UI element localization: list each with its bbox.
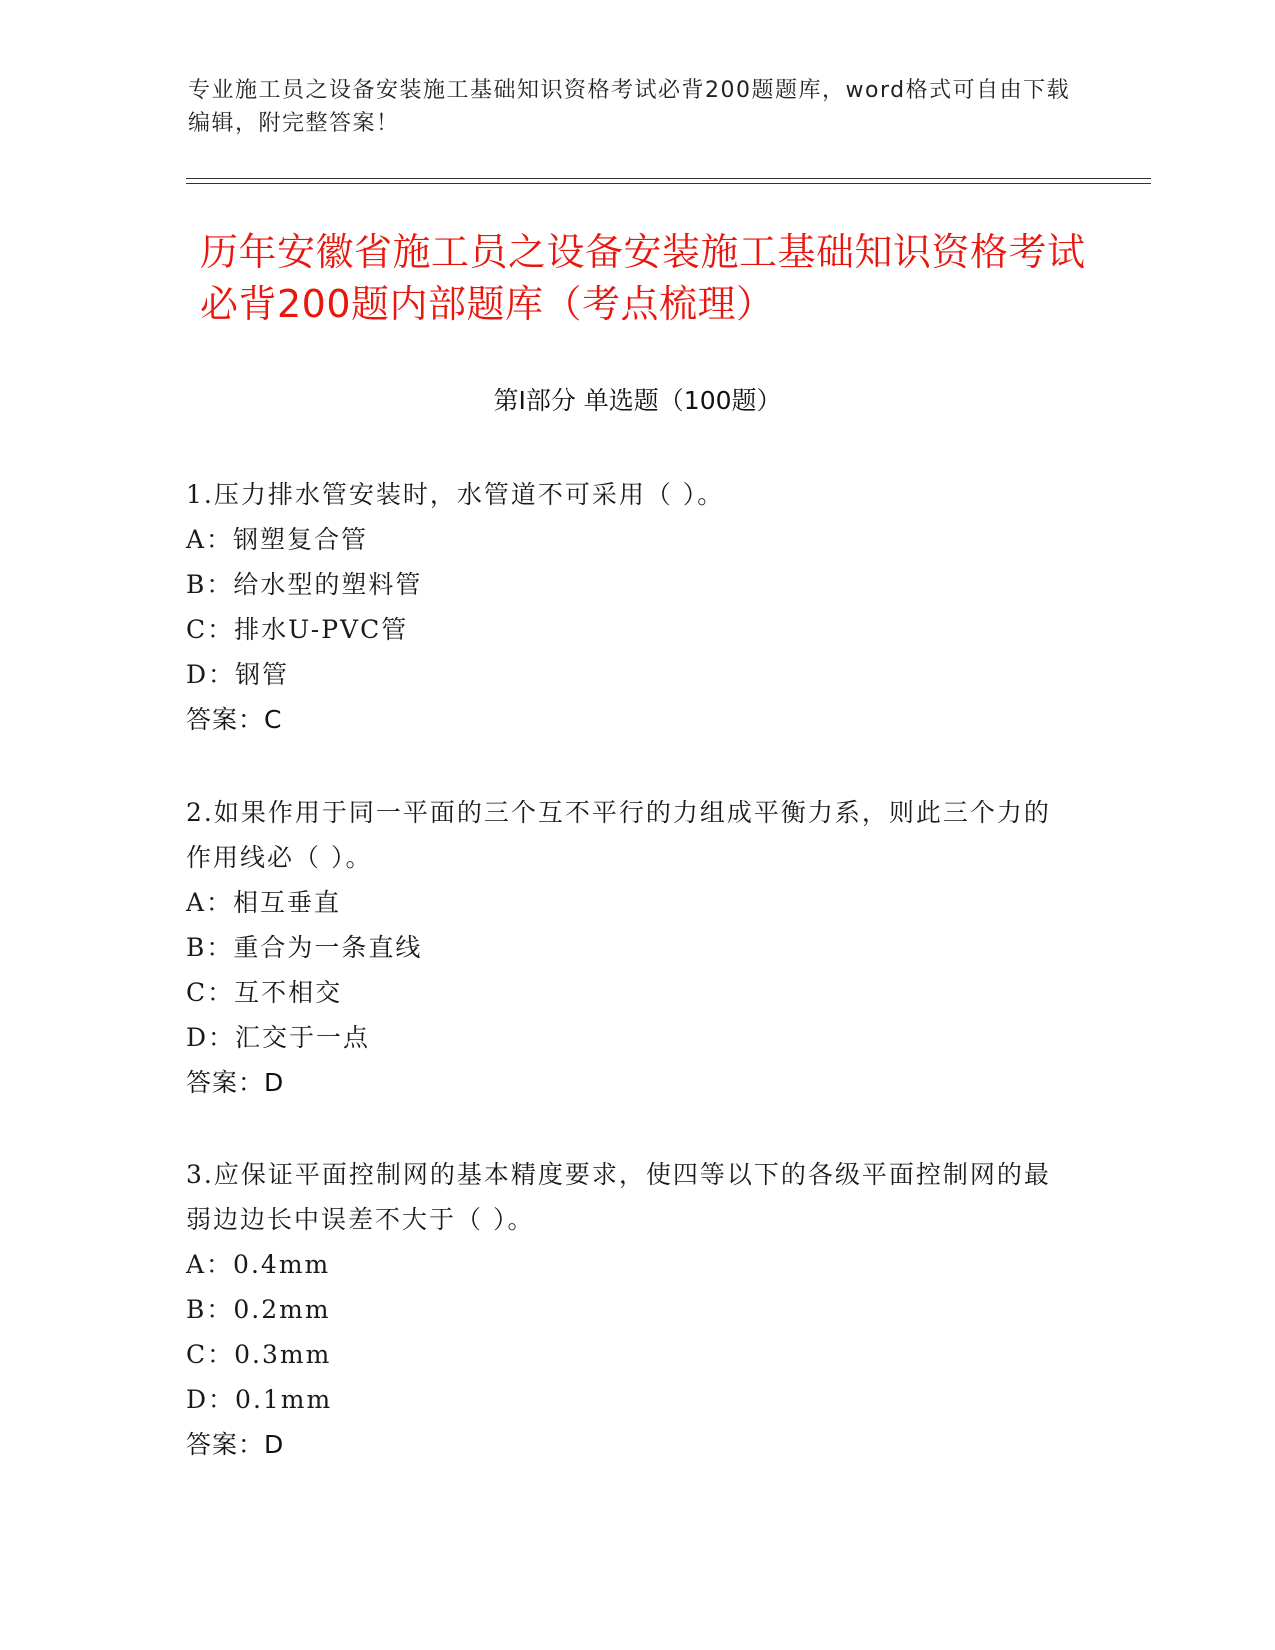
option-b: B：给水型的塑料管 xyxy=(186,570,423,599)
option-a: A：相互垂直 xyxy=(186,888,342,917)
option-d: D：0.1mm xyxy=(186,1385,333,1414)
answer-line: 答案：D xyxy=(186,1068,285,1097)
question-stem: 2.如果作用于同一平面的三个互不平行的力组成平衡力系，则此三个力的作用线必（ ）。 xyxy=(186,798,1051,872)
question-1 xyxy=(186,472,1076,742)
answer-line: 答案：C xyxy=(186,705,283,734)
option-a: A：钢塑复合管 xyxy=(186,525,369,554)
option-c: C：0.3mm xyxy=(186,1340,332,1369)
option-b: B：重合为一条直线 xyxy=(186,933,423,962)
question-3 xyxy=(186,1152,1076,1467)
question-stem: 3.应保证平面控制网的基本精度要求，使四等以下的各级平面控制网的最弱边边长中误差不大于（ ）。 xyxy=(186,1160,1051,1234)
header-rule-top xyxy=(186,178,1151,179)
option-c: C：排水U-PVC管 xyxy=(186,615,409,644)
option-d: D：汇交于一点 xyxy=(186,1023,371,1052)
section-heading: 第I部分 单选题（100题） xyxy=(493,386,782,415)
question-2 xyxy=(186,790,1076,1105)
option-b: B：0.2mm xyxy=(186,1295,331,1324)
header-note: 专业施工员之设备安装施工基础知识资格考试必背200题题库，word格式可自由下载编辑，附完整答案！ xyxy=(188,78,1071,136)
option-d: D：钢管 xyxy=(186,660,290,689)
option-c: C：互不相交 xyxy=(186,978,343,1007)
header-rule-bottom xyxy=(186,183,1151,184)
answer-line: 答案：D xyxy=(186,1430,285,1459)
question-stem: 1.压力排水管安装时，水管道不可采用（ ）。 xyxy=(186,480,725,509)
document-title: 历年安徽省施工员之设备安装施工基础知识资格考试必背200题内部题库（考点梳理） xyxy=(200,230,1086,326)
option-a: A：0.4mm xyxy=(186,1250,331,1279)
